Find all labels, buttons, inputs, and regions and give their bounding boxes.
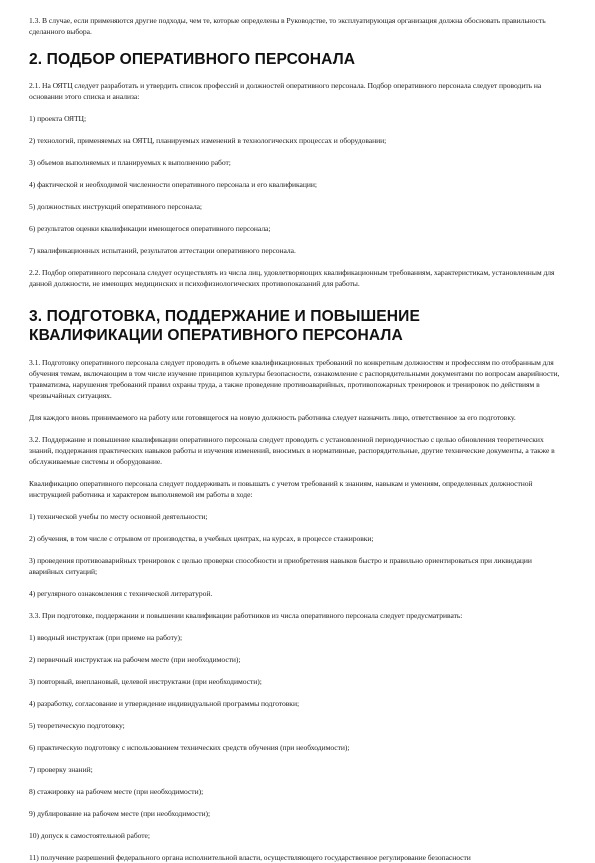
- list-item: 3) проведения противоаварийных тренировок с целью проверки способности и приобретения навыков быстро и правильно ориентироваться при ликвидации аварийных ситуаций;: [29, 556, 532, 576]
- section-3-heading: [29, 307, 565, 345]
- list-item: 4) регулярного ознакомления с технической литературой.: [29, 589, 213, 598]
- list-item: 2) первичный инструктаж на рабочем месте (при необходимости);: [29, 655, 241, 664]
- list-item: 7) проверку знаний;: [29, 765, 93, 774]
- paragraph-3-1: 3.1. Подготовку оперативного персонала следует проводить в объеме квалификационных требований по конкретным должностям и профессиям по отобранным для обучения темам, включающим в том числе изучение принципов культуры безопасности, ознакомление с распорядительными документами по вопросам аварийности, травматизма, нарушения требований правил охраны труда, а также проведение противоаварийных, противопожарных тренировок и тренировок по действиям в чрезвычайных ситуациях.: [29, 358, 560, 400]
- list-item: 4) разработку, согласование и утверждение индивидуальной программы подготовки;: [29, 699, 300, 708]
- section-3-heading-line2: КВАЛИФИКАЦИИ ОПЕРАТИВНОГО ПЕРСОНАЛА: [29, 327, 403, 344]
- list-item: 1) вводный инструктаж (при приеме на работу);: [29, 633, 183, 642]
- section-3-heading-line1: 3. ПОДГОТОВКА, ПОДДЕРЖАНИЕ И ПОВЫШЕНИЕ: [29, 308, 420, 325]
- list-item: 3) повторный, внеплановый, целевой инструктажи (при необходимости);: [29, 677, 262, 686]
- list-item: 11) получение разрешений федерального органа исполнительной власти, осуществляющего государственное регулирование безопасности: [29, 853, 471, 862]
- list-item: 2) технологий, применяемых на ОЯТЦ, планируемых изменений в технологических процессах и оборудовании;: [29, 136, 387, 145]
- list-item: 4) фактической и необходимой численности оперативного персонала и его квалификации;: [29, 180, 317, 189]
- paragraph-3-3: 3.3. При подготовке, поддержании и повышении квалификации работников из числа оперативного персонала следует предусматривать:: [29, 611, 463, 620]
- list-item: 8) стажировку на рабочем месте (при необходимости);: [29, 787, 204, 796]
- list-item: 5) теоретическую подготовку;: [29, 721, 125, 730]
- document-page: [29, 0, 565, 863]
- list-item: 1) проекта ОЯТЦ;: [29, 114, 87, 123]
- list-item: 2) обучения, в том числе с отрывом от производства, в учебных центрах, на курсах, в процессе стажировки;: [29, 534, 374, 543]
- list-item: 6) практическую подготовку с использованием технических средств обучения (при необходимости);: [29, 743, 350, 752]
- paragraph-3-2: 3.2. Поддержание и повышение квалификации оперативного персонала следует проводить с установленной периодичностью с целью обновления теоретических знаний, поддержания практических навыков работы и изучения изменений, вносимых в нормативные, распорядительные, другие технические документы, а также в обслуживаемые системы и оборудование.: [29, 435, 555, 466]
- list-item: 9) дублирование на рабочем месте (при необходимости);: [29, 809, 211, 818]
- intro-paragraph: 1.3. В случае, если применяются другие подходы, чем те, которые определены в Руководстве, то эксплуатирующая организация должна обосновать правильность сделанного выбора.: [29, 16, 546, 36]
- paragraph-3-1-continued: Для каждого вновь принимаемого на работу или готовящегося на новую должность работника следует назначить лицо, ответственное за его подготовку.: [29, 413, 516, 422]
- list-item: 3) объемов выполняемых и планируемых к выполнению работ;: [29, 158, 231, 167]
- list-item: 1) технической учебы по месту основной деятельности;: [29, 512, 208, 521]
- list-item: 7) квалификационных испытаний, результатов аттестации оперативного персонала.: [29, 246, 296, 255]
- list-item: 5) должностных инструкций оперативного персонала;: [29, 202, 202, 211]
- list-item: 10) допуск к самостоятельной работе;: [29, 831, 150, 840]
- paragraph-2-1: 2.1. На ОЯТЦ следует разработать и утвердить список профессий и должностей оперативного персонала. Подбор оперативного персонала следует проводить на основании этого списка и анализа:: [29, 81, 542, 101]
- paragraph-2-2: 2.2. Подбор оперативного персонала следует осуществлять из числа лиц, удовлетворяющих квалификационным требованиям, характеристикам, установленным для данной должности, не имеющих медицинских и психофизиологических противопоказаний для работы.: [29, 268, 555, 288]
- paragraph-3-2-continued: Квалификацию оперативного персонала следует поддерживать и повышать с учетом требований к знаниям, навыкам и умениям, определенных должностной инструкцией работника и характером выполняемой им работы в ходе:: [29, 479, 533, 499]
- section-2-heading: 2. ПОДБОР ОПЕРАТИВНОГО ПЕРСОНАЛА: [29, 51, 356, 68]
- list-item: 6) результатов оценки квалификации имеющегося оперативного персонала;: [29, 224, 271, 233]
